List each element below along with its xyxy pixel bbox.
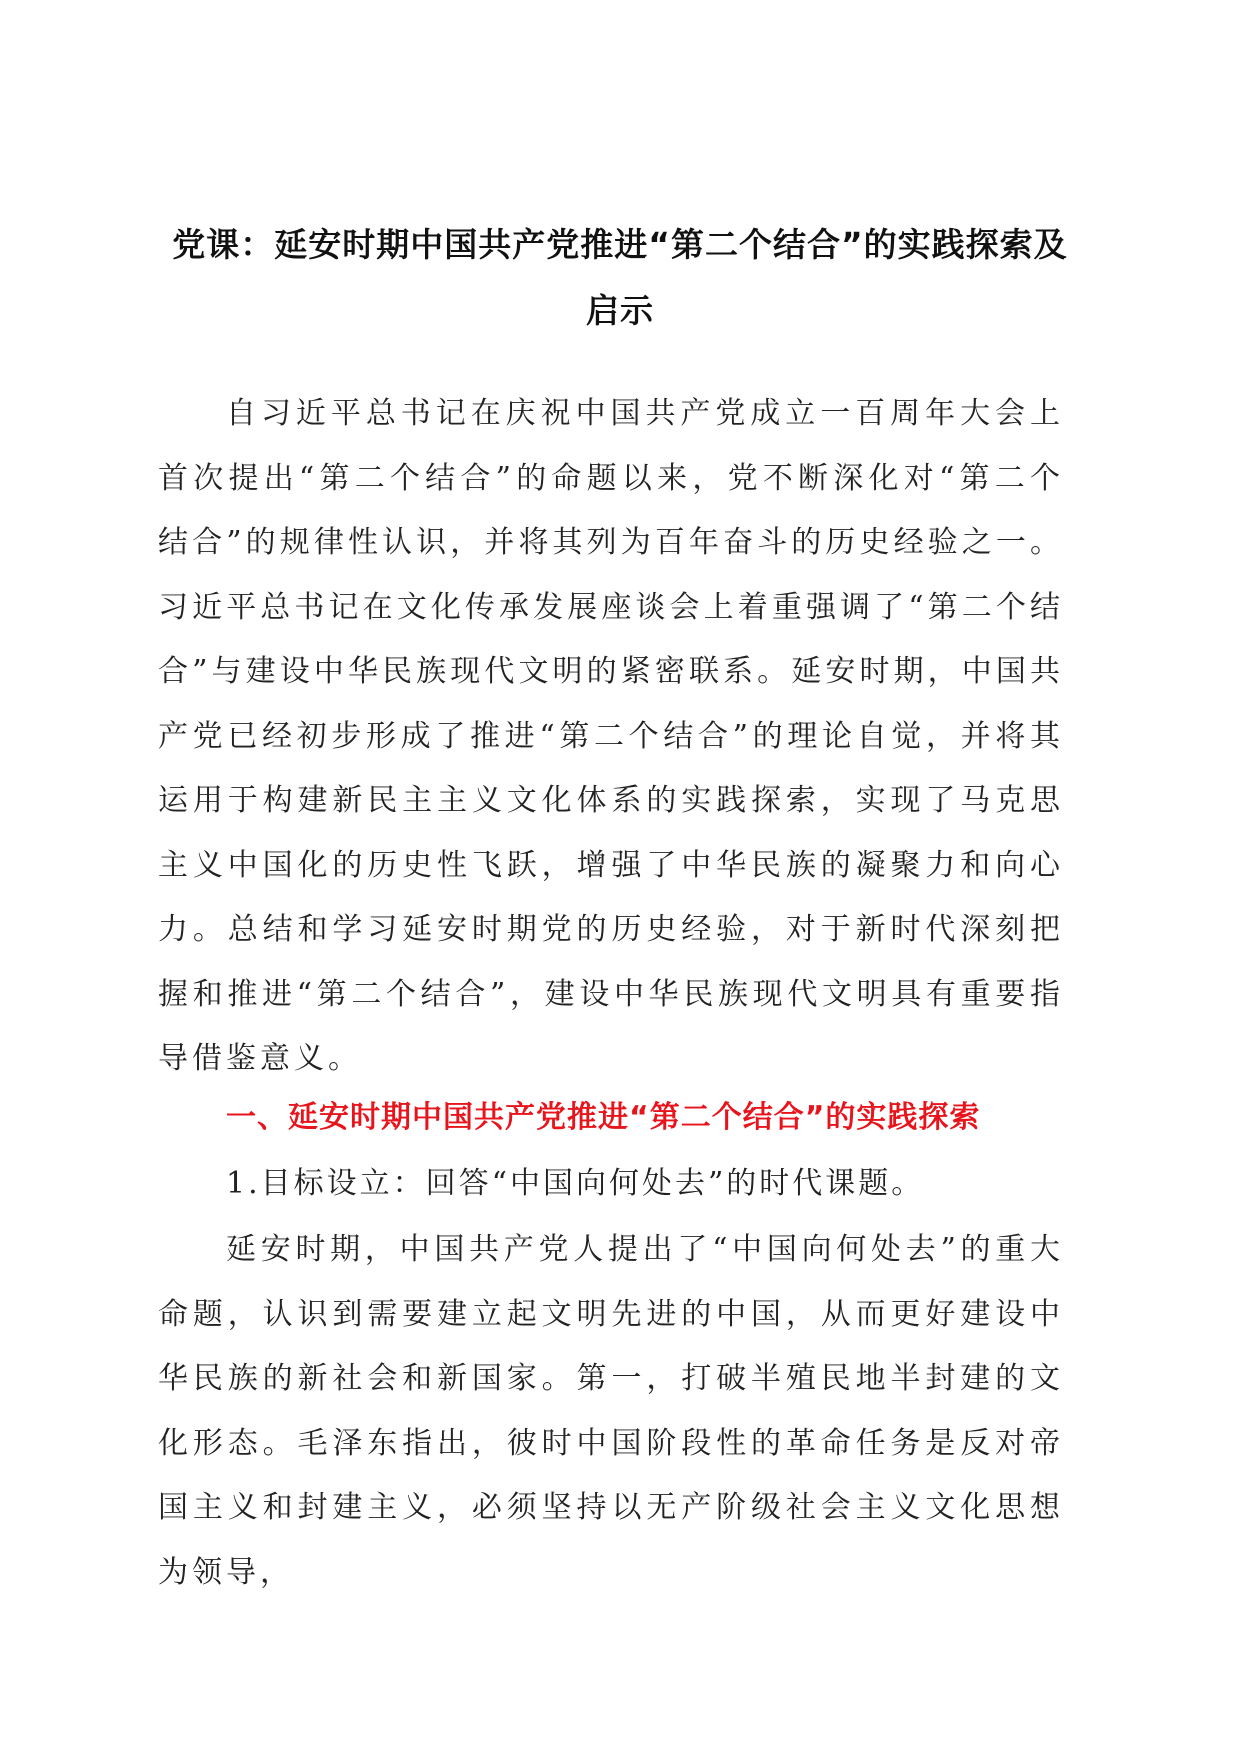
section-heading-1: 一、延安时期中国共产党推进“第二个结合”的实践探索: [226, 1100, 981, 1135]
title-line-2: 启示: [586, 291, 654, 330]
subheading-1: 1.目标设立：回答“中国向何处去”的时代课题。: [226, 1166, 925, 1201]
document-title: [150, 212, 1090, 344]
title-line-1: 党课：延安时期中国共产党推进“第二个结合”的实践探索及: [172, 225, 1068, 264]
paragraph-section-1: 延安时期，中国共产党人提出了“中国向何处去”的重大命题，认识到需要建立起文明先进的中国，从而更好建设中华民族的新社会和新国家。第一，打破半殖民地半封建的文化形态。毛泽东指出，彼时中国阶段性的革命任务是反对帝国主义和封建主义，必须坚持以无产阶级社会主义文化思想为领导，: [158, 1232, 1064, 1590]
paragraph-intro: 自习近平总书记在庆祝中国共产党成立一百周年大会上首次提出“第二个结合”的命题以来，党不断深化对“第二个结合”的规律性认识，并将其列为百年奋斗的历史经验之一。习近平总书记在文化传承发展座谈会上着重强调了“第二个结合”与建设中华民族现代文明的紧密联系。延安时期，中国共产党已经初步形成了推进“第二个结合”的理论自觉，并将其运用于构建新民主主义文化体系的实践探索，实现了马克思主义中国化的历史性飞跃，增强了中华民族的凝聚力和向心力。总结和学习延安时期党的历史经验，对于新时代深刻把握和推进“第二个结合”，建设中华民族现代文明具有重要指导借鉴意义。: [158, 396, 1064, 1076]
